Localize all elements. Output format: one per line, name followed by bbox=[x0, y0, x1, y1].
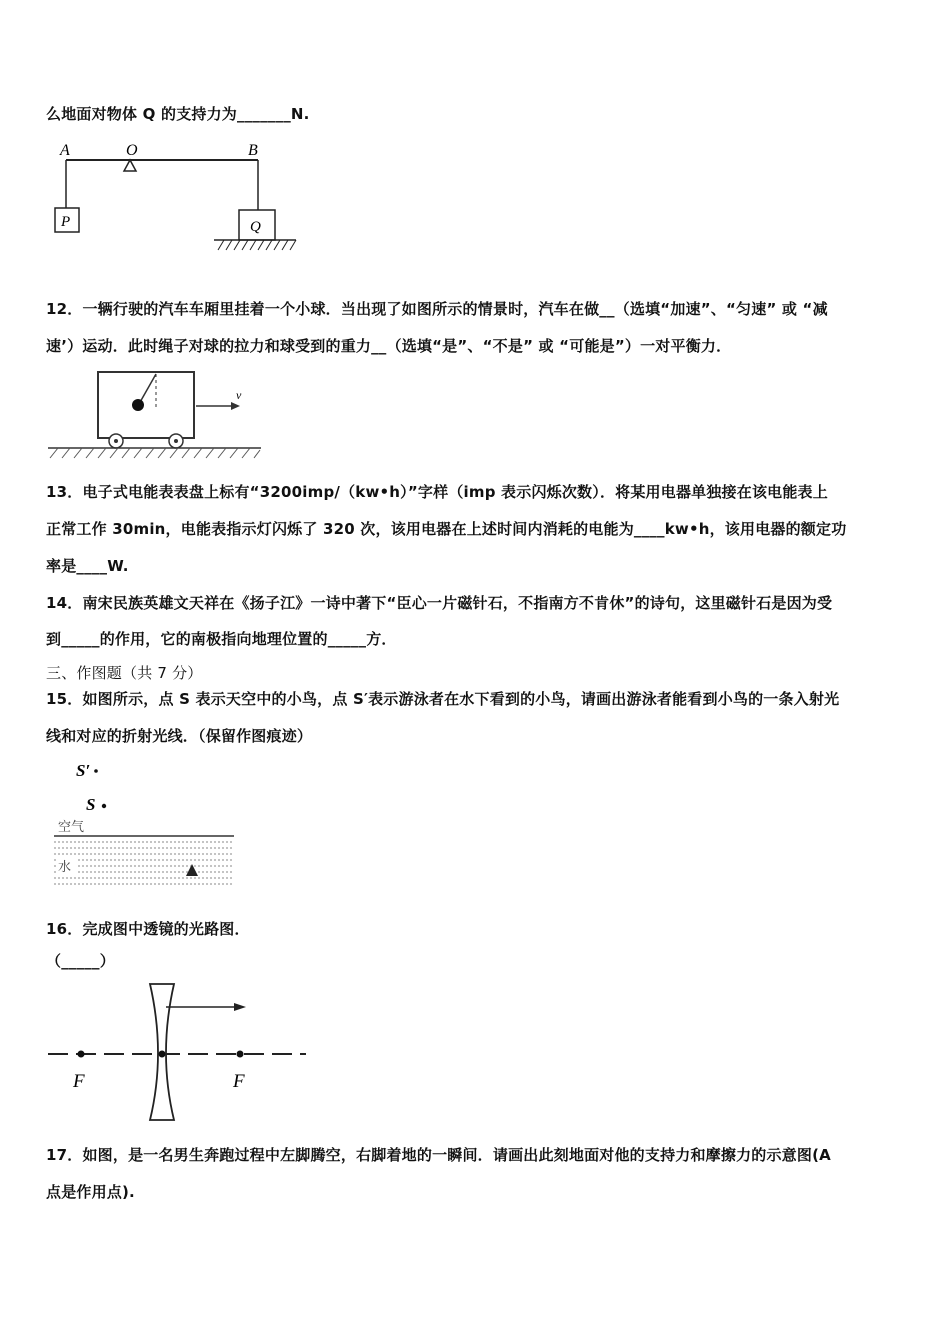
fulcrum-icon bbox=[124, 160, 136, 171]
car-diagram bbox=[46, 368, 266, 464]
label-b: B bbox=[248, 142, 258, 159]
arrow-head-icon bbox=[231, 402, 240, 410]
label-q: Q bbox=[250, 219, 261, 235]
carriage bbox=[98, 372, 194, 438]
label-o: O bbox=[126, 142, 138, 159]
q12-line2: 速’）运动．此时绳子对球的拉力和球受到的重力__（选填“是”、“不是” 或 “可能是”）一对平衡力． bbox=[46, 337, 732, 355]
label-air: 空气 bbox=[58, 819, 85, 834]
q13-line3: 率是____W. bbox=[46, 557, 129, 575]
refraction-diagram bbox=[46, 758, 246, 888]
focus-right bbox=[237, 1051, 244, 1058]
q12-line1: 12．一辆行驶的汽车车厢里挂着一个小球．当出现了如图所示的情景时，汽车在做__（选填“加速”、“匀速” 或 “减 bbox=[46, 300, 828, 318]
ball bbox=[132, 399, 144, 411]
label-f-right: F bbox=[233, 1071, 245, 1092]
q15-line1: 15．如图所示，点 S 表示天空中的小鸟，点 S′表示游泳者在水下看到的小鸟，请画出游泳者能看到小鸟的一条入射光 bbox=[46, 690, 840, 708]
label-s-prime: S′ bbox=[76, 761, 91, 780]
q14-line1: 14．南宋民族英雄文天祥在《扬子江》一诗中著下“臣心一片磁针石，不指南方不肯休”的诗句，这里磁针石是因为受 bbox=[46, 594, 833, 612]
point-s-prime bbox=[94, 769, 98, 773]
lens-diagram bbox=[46, 980, 311, 1125]
label-f-left: F bbox=[73, 1071, 85, 1092]
q11-text: 么地面对物体 Q 的支持力为_______N. bbox=[46, 105, 310, 123]
label-p: P bbox=[61, 214, 71, 230]
label-s: S bbox=[86, 795, 96, 814]
q15-line2: 线和对应的折射光线．（保留作图痕迹） bbox=[46, 727, 313, 745]
q14-line2: 到_____的作用，它的南极指向地理位置的_____方． bbox=[46, 630, 397, 648]
focus-left bbox=[78, 1051, 85, 1058]
optical-center bbox=[159, 1051, 166, 1058]
lever-diagram bbox=[46, 138, 306, 263]
q13-line1: 13．电子式电能表表盘上标有“3200imp/（kw•h）”字样（imp 表示闪烁次数）．将某用电器单独接在该电能表上 bbox=[46, 483, 828, 501]
ray-arrow-icon bbox=[234, 1003, 246, 1011]
q16-line2: （_____） bbox=[46, 952, 115, 970]
q17-line2: 点是作用点). bbox=[46, 1183, 135, 1201]
label-v: v bbox=[236, 388, 242, 402]
q13-line2: 正常工作 30min，电能表指示灯闪烁了 320 次，该用电器在上述时间内消耗的电能为____kw•h，该用电器的额定功 bbox=[46, 520, 847, 538]
q17-line1: 17．如图，是一名男生奔跑过程中左脚腾空，右脚着地的一瞬间．请画出此刻地面对他的支持力和摩擦力的示意图(A bbox=[46, 1146, 831, 1164]
section-title: 三、作图题（共 7 分） bbox=[46, 664, 203, 682]
label-a: A bbox=[60, 142, 70, 159]
label-water: 水 bbox=[58, 859, 72, 874]
point-s bbox=[102, 804, 106, 808]
q16-line1: 16．完成图中透镜的光路图． bbox=[46, 920, 250, 938]
